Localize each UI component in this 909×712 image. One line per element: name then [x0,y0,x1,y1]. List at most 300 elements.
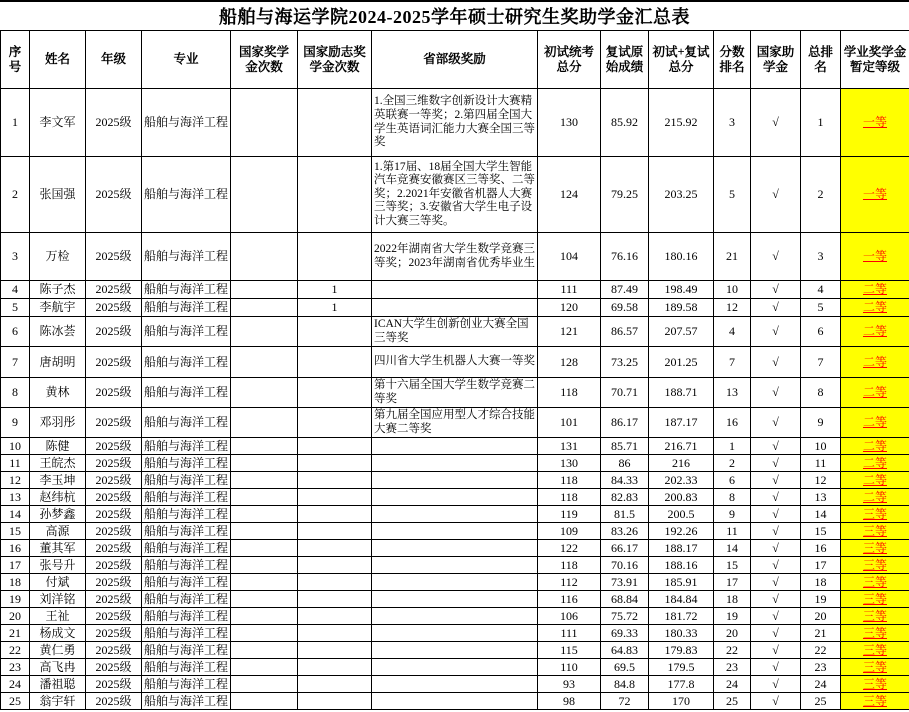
table-row [1,408,909,438]
cell-no: 15 [1,523,30,540]
level-value: 二等 [862,324,887,339]
cell-no: 20 [1,608,30,625]
cell-score2: 85.71 [601,438,649,455]
cell-prov_award [372,506,538,523]
level-value: 二等 [862,455,887,470]
cell-prov_award [372,642,538,659]
level-value: 三等 [862,693,887,708]
cell-grant: √ [751,693,801,710]
level-value: 三等 [862,608,887,623]
cell-name: 陈健 [30,438,86,455]
cell-nat_award [231,281,298,299]
cell-score2: 87.49 [601,281,649,299]
cell-prov_award [372,438,538,455]
cell-total: 179.5 [649,659,714,676]
cell-prov_award: 第十六届全国大学生数学竞赛二等奖 [372,378,538,408]
cell-score1: 98 [538,693,601,710]
cell-nat_award [231,408,298,438]
cell-score1: 120 [538,299,601,317]
cell-enc_award [298,317,372,347]
level-value: 三等 [862,591,887,606]
cell-major: 船舶与海洋工程 [142,299,231,317]
table-row [1,693,909,710]
cell-prov_award [372,299,538,317]
column-header-score_rank: 分数排名 [714,31,751,89]
cell-name: 翁宇轩 [30,693,86,710]
cell-no: 22 [1,642,30,659]
cell-major: 船舶与海洋工程 [142,506,231,523]
cell-rank: 16 [801,540,841,557]
cell-total: 177.8 [649,676,714,693]
cell-score_rank: 4 [714,317,751,347]
cell-rank: 17 [801,557,841,574]
cell-score1: 121 [538,317,601,347]
cell-nat_award [231,642,298,659]
column-header-level: 学业奖学金暂定等级 [841,31,909,89]
cell-score2: 83.26 [601,523,649,540]
cell-score_rank: 5 [714,157,751,233]
cell-name: 杨成文 [30,625,86,642]
cell-grade: 2025级 [86,455,142,472]
cell-name: 董其军 [30,540,86,557]
cell-rank: 20 [801,608,841,625]
cell-rank: 13 [801,489,841,506]
cell-nat_award [231,659,298,676]
cell-no: 5 [1,299,30,317]
cell-score2: 64.83 [601,642,649,659]
cell-rank: 9 [801,408,841,438]
cell-name: 万检 [30,233,86,281]
cell-level [841,625,909,642]
level-value: 二等 [862,489,887,504]
cell-enc_award [298,438,372,455]
cell-no: 25 [1,693,30,710]
cell-grade: 2025级 [86,523,142,540]
level-value: 三等 [862,574,887,589]
level-value: 三等 [862,557,887,572]
cell-enc_award [298,659,372,676]
cell-level [841,281,909,299]
cell-prov_award [372,489,538,506]
cell-score_rank: 16 [714,408,751,438]
cell-enc_award [298,489,372,506]
cell-total: 200.5 [649,506,714,523]
cell-score_rank: 17 [714,574,751,591]
column-header-score2: 复试原始成绩 [601,31,649,89]
cell-enc_award [298,608,372,625]
column-header-grant: 国家助学金 [751,31,801,89]
cell-enc_award [298,157,372,233]
cell-grade: 2025级 [86,317,142,347]
cell-nat_award [231,608,298,625]
cell-nat_award [231,625,298,642]
cell-nat_award [231,489,298,506]
cell-total: 192.26 [649,523,714,540]
cell-nat_award [231,438,298,455]
cell-score_rank: 22 [714,642,751,659]
cell-no: 4 [1,281,30,299]
table-row [1,455,909,472]
table-row [1,591,909,608]
cell-score_rank: 23 [714,659,751,676]
cell-grant: √ [751,591,801,608]
cell-prov_award [372,540,538,557]
cell-major: 船舶与海洋工程 [142,347,231,378]
cell-major: 船舶与海洋工程 [142,676,231,693]
table-row [1,299,909,317]
level-value: 二等 [862,438,887,453]
cell-nat_award [231,299,298,317]
cell-score_rank: 25 [714,693,751,710]
table-row [1,540,909,557]
cell-grant: √ [751,574,801,591]
cell-score_rank: 12 [714,299,751,317]
cell-grade: 2025级 [86,540,142,557]
cell-score2: 68.84 [601,591,649,608]
cell-name: 王祉 [30,608,86,625]
cell-major: 船舶与海洋工程 [142,233,231,281]
cell-score1: 111 [538,625,601,642]
cell-no: 12 [1,472,30,489]
cell-level [841,455,909,472]
cell-grant: √ [751,281,801,299]
cell-nat_award [231,676,298,693]
cell-level [841,574,909,591]
cell-rank: 19 [801,591,841,608]
cell-name: 陈冰荟 [30,317,86,347]
cell-major: 船舶与海洋工程 [142,642,231,659]
cell-grade: 2025级 [86,157,142,233]
level-value: 三等 [862,625,887,640]
level-value: 二等 [862,415,887,430]
cell-major: 船舶与海洋工程 [142,157,231,233]
cell-major: 船舶与海洋工程 [142,540,231,557]
cell-grade: 2025级 [86,676,142,693]
cell-rank: 5 [801,299,841,317]
cell-enc_award [298,455,372,472]
cell-prov_award: 第九届全国应用型人才综合技能大赛二等奖 [372,408,538,438]
table-row [1,574,909,591]
cell-enc_award [298,408,372,438]
cell-score_rank: 7 [714,347,751,378]
column-header-name: 姓名 [30,31,86,89]
cell-level [841,540,909,557]
table-row [1,317,909,347]
cell-rank: 8 [801,378,841,408]
level-value: 一等 [862,115,887,130]
cell-score2: 86.17 [601,408,649,438]
cell-enc_award [298,642,372,659]
cell-prov_award [372,591,538,608]
cell-score_rank: 20 [714,625,751,642]
cell-grade: 2025级 [86,378,142,408]
cell-name: 李文军 [30,89,86,157]
cell-grade: 2025级 [86,557,142,574]
level-value: 三等 [862,523,887,538]
table-row [1,378,909,408]
cell-score_rank: 1 [714,438,751,455]
cell-name: 高飞冉 [30,659,86,676]
cell-no: 13 [1,489,30,506]
cell-major: 船舶与海洋工程 [142,408,231,438]
cell-score2: 70.16 [601,557,649,574]
cell-rank: 14 [801,506,841,523]
cell-enc_award [298,233,372,281]
cell-score1: 110 [538,659,601,676]
cell-score_rank: 2 [714,455,751,472]
cell-no: 17 [1,557,30,574]
cell-total: 170 [649,693,714,710]
cell-prov_award [372,523,538,540]
cell-rank: 2 [801,157,841,233]
cell-score2: 86 [601,455,649,472]
cell-rank: 4 [801,281,841,299]
cell-total: 216.71 [649,438,714,455]
cell-grade: 2025级 [86,591,142,608]
cell-score1: 122 [538,540,601,557]
cell-score1: 111 [538,281,601,299]
cell-enc_award [298,523,372,540]
cell-level [841,489,909,506]
cell-rank: 12 [801,472,841,489]
cell-prov_award [372,625,538,642]
cell-grant: √ [751,676,801,693]
cell-total: 181.72 [649,608,714,625]
cell-enc_award: 1 [298,281,372,299]
cell-nat_award [231,157,298,233]
cell-nat_award [231,506,298,523]
cell-rank: 24 [801,676,841,693]
cell-level [841,693,909,710]
cell-grade: 2025级 [86,659,142,676]
level-value: 一等 [862,249,887,264]
cell-grant: √ [751,506,801,523]
cell-total: 187.17 [649,408,714,438]
cell-score1: 130 [538,455,601,472]
cell-rank: 7 [801,347,841,378]
cell-total: 188.71 [649,378,714,408]
cell-enc_award [298,557,372,574]
cell-score2: 84.33 [601,472,649,489]
cell-grant: √ [751,157,801,233]
cell-name: 高源 [30,523,86,540]
cell-score2: 86.57 [601,317,649,347]
cell-rank: 1 [801,89,841,157]
cell-score1: 101 [538,408,601,438]
cell-level [841,157,909,233]
cell-score2: 82.83 [601,489,649,506]
cell-prov_award [372,693,538,710]
table-row [1,489,909,506]
cell-total: 180.33 [649,625,714,642]
cell-major: 船舶与海洋工程 [142,438,231,455]
cell-total: 198.49 [649,281,714,299]
cell-grade: 2025级 [86,506,142,523]
cell-score_rank: 13 [714,378,751,408]
cell-score1: 118 [538,557,601,574]
table-row [1,472,909,489]
cell-enc_award [298,89,372,157]
cell-grant: √ [751,523,801,540]
cell-name: 邓羽彤 [30,408,86,438]
cell-level [841,557,909,574]
cell-name: 唐胡明 [30,347,86,378]
cell-level [841,472,909,489]
cell-enc_award [298,540,372,557]
column-header-rank: 总排名 [801,31,841,89]
cell-no: 11 [1,455,30,472]
cell-grade: 2025级 [86,574,142,591]
cell-rank: 15 [801,523,841,540]
cell-prov_award [372,455,538,472]
cell-total: 189.58 [649,299,714,317]
cell-total: 215.92 [649,89,714,157]
cell-grant: √ [751,659,801,676]
cell-total: 201.25 [649,347,714,378]
level-value: 三等 [862,659,887,674]
cell-name: 黄仁勇 [30,642,86,659]
cell-no: 8 [1,378,30,408]
cell-score2: 81.5 [601,506,649,523]
cell-major: 船舶与海洋工程 [142,489,231,506]
cell-rank: 6 [801,317,841,347]
cell-rank: 11 [801,455,841,472]
cell-total: 202.33 [649,472,714,489]
cell-major: 船舶与海洋工程 [142,574,231,591]
cell-no: 23 [1,659,30,676]
cell-nat_award [231,378,298,408]
cell-prov_award [372,472,538,489]
cell-grant: √ [751,608,801,625]
cell-score1: 115 [538,642,601,659]
cell-grant: √ [751,489,801,506]
cell-score1: 131 [538,438,601,455]
table-row [1,676,909,693]
cell-grade: 2025级 [86,233,142,281]
table-row [1,347,909,378]
cell-level [841,438,909,455]
cell-grade: 2025级 [86,299,142,317]
cell-grade: 2025级 [86,608,142,625]
cell-score1: 93 [538,676,601,693]
cell-grade: 2025级 [86,347,142,378]
cell-name: 陈子杰 [30,281,86,299]
cell-score2: 75.72 [601,608,649,625]
cell-major: 船舶与海洋工程 [142,625,231,642]
cell-prov_award: 1.全国三维数字创新设计大赛精英联赛一等奖；2.第四届全国大学生英语词汇能力大赛全国三等奖 [372,89,538,157]
cell-rank: 18 [801,574,841,591]
cell-score_rank: 24 [714,676,751,693]
table-row [1,625,909,642]
cell-name: 刘洋铭 [30,591,86,608]
table-row [1,659,909,676]
cell-grade: 2025级 [86,281,142,299]
table-row [1,608,909,625]
cell-name: 潘祖聪 [30,676,86,693]
cell-name: 孙梦鑫 [30,506,86,523]
table-row [1,157,909,233]
page-title: 船舶与海运学院2024-2025学年硕士研究生奖助学金汇总表 [219,7,690,27]
cell-enc_award [298,574,372,591]
cell-grant: √ [751,233,801,281]
column-header-nat_award: 国家奖学金次数 [231,31,298,89]
cell-grant: √ [751,642,801,659]
cell-grant: √ [751,540,801,557]
cell-score_rank: 15 [714,557,751,574]
cell-score_rank: 6 [714,472,751,489]
column-header-grade: 年级 [86,31,142,89]
cell-total: 216 [649,455,714,472]
cell-no: 21 [1,625,30,642]
cell-level [841,89,909,157]
cell-nat_award [231,574,298,591]
cell-no: 10 [1,438,30,455]
cell-level [841,642,909,659]
level-value: 二等 [862,282,887,297]
cell-prov_award [372,659,538,676]
cell-score1: 116 [538,591,601,608]
cell-grade: 2025级 [86,438,142,455]
level-value: 二等 [862,300,887,315]
cell-score1: 119 [538,506,601,523]
cell-score_rank: 9 [714,506,751,523]
cell-no: 19 [1,591,30,608]
cell-score1: 112 [538,574,601,591]
cell-major: 船舶与海洋工程 [142,693,231,710]
cell-grant: √ [751,347,801,378]
table-row [1,89,909,157]
cell-score_rank: 21 [714,233,751,281]
cell-score2: 66.17 [601,540,649,557]
cell-nat_award [231,523,298,540]
cell-grant: √ [751,378,801,408]
cell-grade: 2025级 [86,472,142,489]
column-header-total: 初试+复试总分 [649,31,714,89]
cell-enc_award [298,676,372,693]
cell-level [841,233,909,281]
cell-prov_award [372,676,538,693]
cell-score2: 70.71 [601,378,649,408]
cell-rank: 21 [801,625,841,642]
cell-score2: 69.58 [601,299,649,317]
cell-no: 1 [1,89,30,157]
cell-nat_award [231,557,298,574]
level-value: 三等 [862,676,887,691]
cell-name: 李航宇 [30,299,86,317]
cell-major: 船舶与海洋工程 [142,591,231,608]
table-row [1,506,909,523]
cell-total: 188.17 [649,540,714,557]
cell-score1: 106 [538,608,601,625]
cell-score2: 79.25 [601,157,649,233]
table-row [1,642,909,659]
cell-score_rank: 11 [714,523,751,540]
cell-nat_award [231,89,298,157]
cell-no: 18 [1,574,30,591]
cell-major: 船舶与海洋工程 [142,472,231,489]
level-value: 一等 [862,187,887,202]
cell-level [841,591,909,608]
level-value: 二等 [862,472,887,487]
cell-major: 船舶与海洋工程 [142,608,231,625]
cell-no: 14 [1,506,30,523]
cell-grant: √ [751,625,801,642]
cell-nat_award [231,540,298,557]
cell-prov_award [372,608,538,625]
cell-name: 黄林 [30,378,86,408]
cell-enc_award [298,347,372,378]
cell-major: 船舶与海洋工程 [142,281,231,299]
